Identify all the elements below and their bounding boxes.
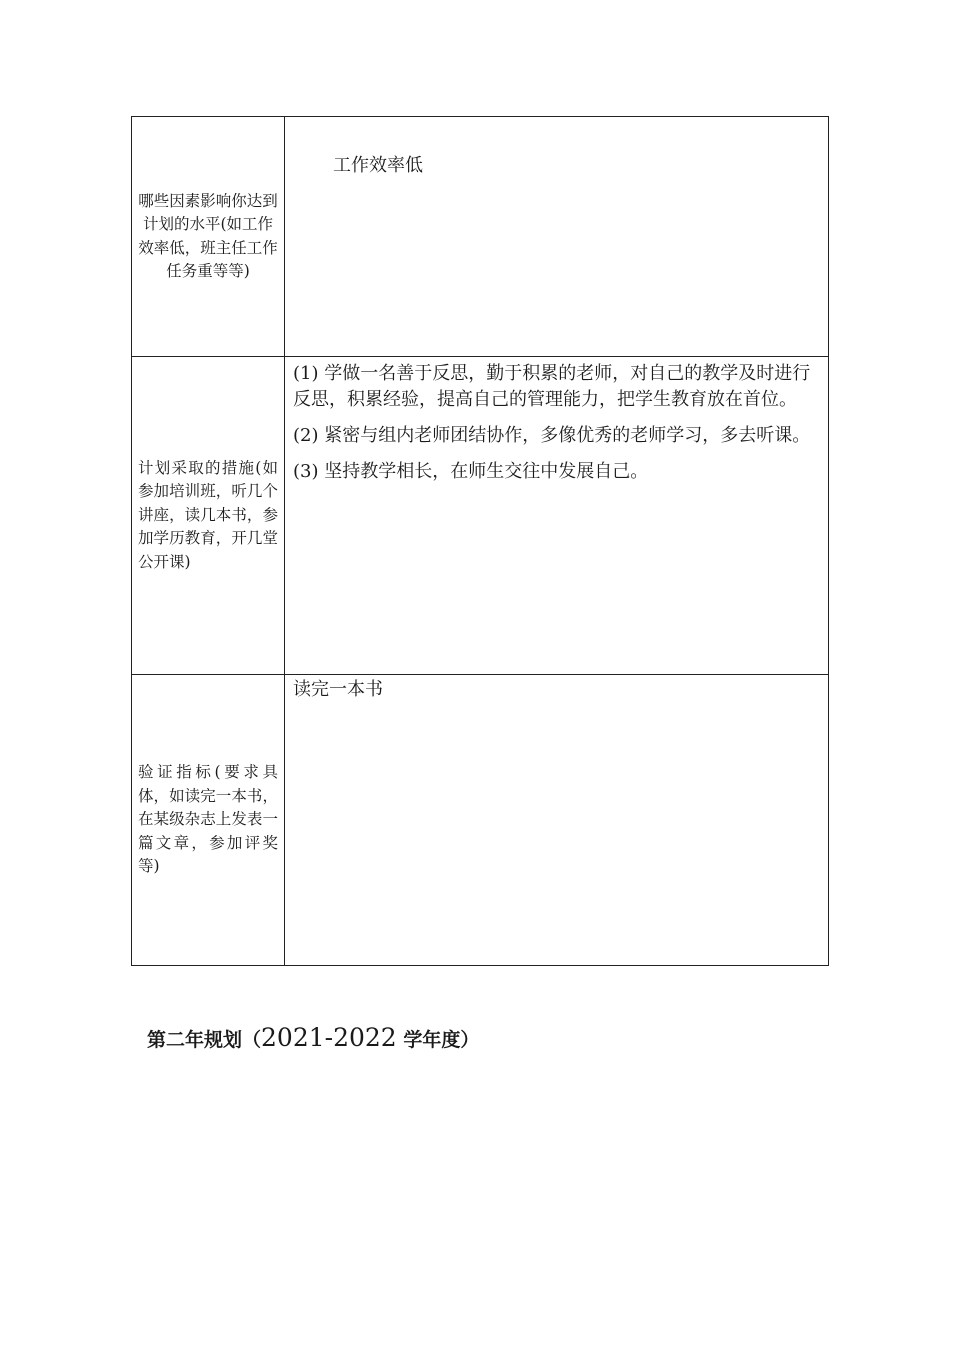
measures-content — [285, 357, 829, 675]
factors-label: 哪些因素影响你达到计划的水平(如工作效率低，班主任工作任务重等等) — [132, 117, 285, 357]
measure-item-1: (1) 学做一名善于反思，勤于积累的老师，对自己的教学及时进行反思，积累经验，提高自己的管理能力，把学生教育放在首位。 — [293, 363, 811, 410]
section-heading-year-two — [147, 1020, 479, 1058]
factors-content: 工作效率低 — [285, 117, 829, 357]
measure-item-2: (2) 紧密与组内老师团结协作，多像优秀的老师学习，多去听课。 — [293, 425, 811, 446]
indicators-label: 验证指标(要求具体，如读完一本书，在某级杂志上发表一篇文章，参加评奖等) — [132, 675, 285, 966]
measure-item-3: (3) 坚持教学相长，在师生交往中发展自己。 — [293, 461, 649, 482]
plan-table — [131, 116, 829, 966]
indicators-content: 读完一本书 — [285, 675, 829, 966]
section-heading-prefix: 第二年规划（ — [147, 1029, 262, 1051]
table-row-measures — [132, 357, 829, 675]
measures-label: 计划采取的措施(如参加培训班，听几个讲座，读几本书，参加学历教育，开几堂公开课) — [132, 357, 285, 675]
section-heading-suffix: 学年度） — [396, 1029, 480, 1051]
section-heading-year: 2021-2022 — [261, 1023, 397, 1052]
table-row-factors — [132, 117, 829, 357]
table-row-indicators — [132, 675, 829, 966]
